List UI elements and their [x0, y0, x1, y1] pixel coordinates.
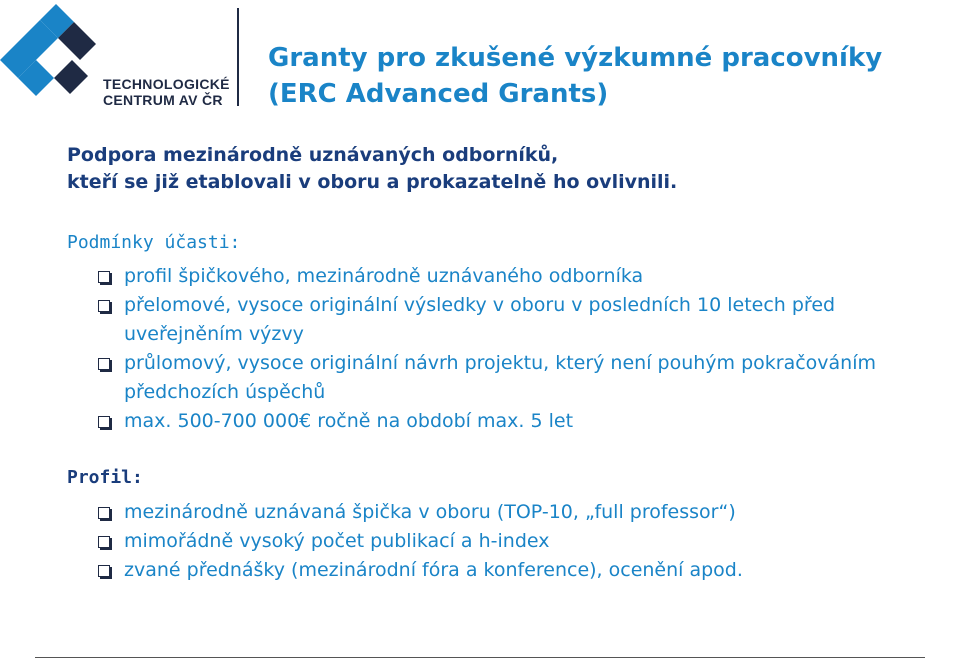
logo-mark-icon [0, 0, 110, 115]
list-item [96, 407, 956, 436]
conditions-list [96, 262, 956, 436]
checkbox-bullet-icon [98, 416, 110, 428]
checkbox-bullet-icon [98, 300, 110, 312]
intro-line2: kteří se již etablovali v oboru a prokazatelně ho ovlivnili. [67, 171, 678, 193]
logo [0, 0, 230, 115]
list-item [96, 556, 956, 585]
checkbox-bullet-icon [98, 271, 110, 283]
checkbox-bullet-icon [98, 507, 110, 519]
checkbox-bullet-icon [98, 536, 110, 548]
checkbox-bullet-icon [98, 358, 110, 370]
list-item-text: profil špičkového, mezinárodně uznávaného odborníka [124, 265, 644, 287]
page-title-line1: Granty pro zkušené výzkumné pracovníky [268, 43, 883, 73]
header-divider [237, 8, 239, 106]
list-item [96, 262, 956, 291]
conditions-heading: Podmínky účasti: [67, 232, 241, 253]
footer-divider [35, 657, 925, 658]
list-item [96, 527, 956, 556]
list-item-text: průlomový, vysoce originální návrh projektu, který není pouhým pokračováním předchozích úspěchů [124, 352, 877, 403]
list-item [96, 349, 956, 407]
profile-list [96, 498, 956, 585]
list-item-text: přelomové, vysoce originální výsledky v oboru v posledních 10 letech před uveřejněním výzvy [124, 294, 836, 345]
intro-line1: Podpora mezinárodně uznávaných odborníků, [67, 144, 559, 166]
list-item-text: mimořádně vysoký počet publikací a h-index [124, 530, 550, 552]
list-item [96, 498, 956, 527]
logo-text-line1: TECHNOLOGICKÉ [103, 76, 230, 92]
page-title [268, 40, 882, 112]
list-item-text: max. 500-700 000€ ročně na období max. 5 let [124, 410, 574, 432]
list-item-text: zvané přednášky (mezinárodní fóra a konference), ocenění apod. [124, 559, 743, 581]
list-item [96, 291, 956, 349]
intro-text [67, 142, 677, 196]
checkbox-bullet-icon [98, 565, 110, 577]
logo-text-line2: CENTRUM AV ČR [103, 92, 223, 108]
profile-heading: Profil: [67, 467, 143, 488]
list-item-text: mezinárodně uznávaná špička v oboru (TOP-10, „full professor“) [124, 501, 736, 523]
page-title-line2: (ERC Advanced Grants) [268, 79, 609, 109]
